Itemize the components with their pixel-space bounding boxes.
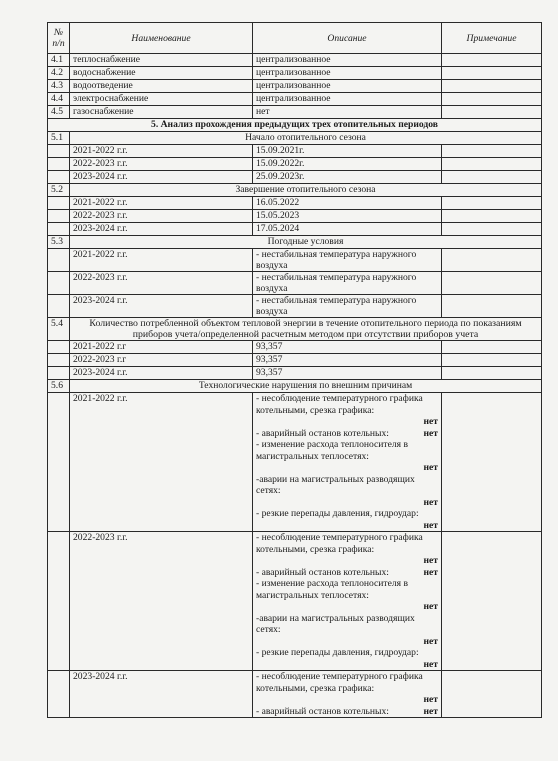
- row-name: электроснабжение: [70, 93, 253, 106]
- row-note: [442, 80, 542, 93]
- subsection-row: [48, 184, 542, 197]
- period-cell: 2021-2022 г.г.: [70, 249, 253, 272]
- violation-line: -аварии на магистральных разводящих сетях: нет: [256, 473, 438, 508]
- violation-line: - изменение расхода теплоносителя в магистральных теплосетях: нет: [256, 578, 438, 612]
- subsection-num: 5.4: [48, 318, 70, 341]
- table-row: [48, 67, 542, 80]
- subsection-num: 5.3: [48, 236, 70, 249]
- violations-cell: [253, 532, 442, 671]
- period-cell: 2023-2024 г.г.: [70, 295, 253, 318]
- table-row: [48, 106, 542, 119]
- row-note: [442, 106, 542, 119]
- value-cell: - нестабильная температура наружного воздуха: [253, 272, 442, 295]
- row-num: 4.1: [48, 54, 70, 67]
- table-row: [48, 80, 542, 93]
- subsection-title: Технологические нарушения по внешним причинам: [70, 380, 542, 393]
- header-name: Наименование: [70, 23, 253, 54]
- subsection-row: [48, 318, 542, 341]
- table-row: [48, 532, 542, 671]
- table-row: [48, 671, 542, 718]
- violations-cell: [253, 393, 442, 532]
- violation-line: - несоблюдение температурного графика котельными, срезка графика: нет: [256, 532, 438, 566]
- row-name: газоснабжение: [70, 106, 253, 119]
- header-num: № п/п: [48, 23, 70, 54]
- table-row: [48, 223, 542, 236]
- violation-line: - аварийный останов котельных: нет: [256, 427, 438, 439]
- subsection-num: 5.6: [48, 380, 70, 393]
- period-cell: 2022-2023 г.г: [70, 354, 253, 367]
- document-table: [47, 22, 542, 718]
- table-row: [48, 354, 542, 367]
- header-desc: Описание: [253, 23, 442, 54]
- violation-line: - несоблюдение температурного графика котельными, срезка графика: нет: [256, 393, 438, 427]
- period-cell: 2021-2022 г.г.: [70, 197, 253, 210]
- table-row: [48, 272, 542, 295]
- row-note: [442, 67, 542, 80]
- row-name: теплоснабжение: [70, 54, 253, 67]
- violation-line: - несоблюдение температурного графика котельными, срезка графика: нет: [256, 671, 438, 705]
- period-cell: 2023-2024 г.г.: [70, 671, 253, 718]
- row-note: [442, 54, 542, 67]
- period-cell: 2021-2022 г.г.: [70, 145, 253, 158]
- value-cell: - нестабильная температура наружного воздуха: [253, 249, 442, 272]
- table-header-row: [48, 23, 542, 54]
- subsection-title: Завершение отопительного сезона: [70, 184, 542, 197]
- subsection-num: 5.2: [48, 184, 70, 197]
- table-row: [48, 393, 542, 532]
- row-name: водоснабжение: [70, 67, 253, 80]
- value-cell: - нестабильная температура наружного воздуха: [253, 295, 442, 318]
- row-num: 4.4: [48, 93, 70, 106]
- row-name: водоотведение: [70, 80, 253, 93]
- table-row: [48, 158, 542, 171]
- period-cell: 2023-2024 г.г.: [70, 367, 253, 380]
- subsection-row: [48, 132, 542, 145]
- subsection-title: Начало отопительного сезона: [70, 132, 542, 145]
- row-desc: нет: [253, 106, 442, 119]
- violation-line: - резкие перепады давления, гидроудар: нет: [256, 647, 438, 670]
- period-cell: 2021-2022 г.г.: [70, 393, 253, 532]
- row-num: 4.3: [48, 80, 70, 93]
- value-cell: 93,357: [253, 341, 442, 354]
- table-row: [48, 367, 542, 380]
- value-cell: 93,357: [253, 354, 442, 367]
- row-desc: централизованное: [253, 54, 442, 67]
- violation-line: - резкие перепады давления, гидроудар: нет: [256, 508, 438, 531]
- period-cell: 2022-2023 г.г.: [70, 272, 253, 295]
- value-cell: 15.09.2021г.: [253, 145, 442, 158]
- period-cell: 2022-2023 г.г.: [70, 210, 253, 223]
- value-cell: 15.05.2023: [253, 210, 442, 223]
- row-desc: централизованное: [253, 93, 442, 106]
- period-cell: 2023-2024 г.г.: [70, 223, 253, 236]
- row-desc: централизованное: [253, 80, 442, 93]
- violation-line: - изменение расхода теплоносителя в магистральных теплосетях: нет: [256, 439, 438, 473]
- subsection-row: [48, 236, 542, 249]
- table-row: [48, 171, 542, 184]
- table-row: [48, 145, 542, 158]
- row-num: 4.5: [48, 106, 70, 119]
- row-num: 4.2: [48, 67, 70, 80]
- header-note: Примечание: [442, 23, 542, 54]
- subsection-num: 5.1: [48, 132, 70, 145]
- period-cell: 2021-2022 г.г: [70, 341, 253, 354]
- table-row: [48, 93, 542, 106]
- violation-line: - аварийный останов котельных: нет: [256, 566, 438, 578]
- violations-cell: [253, 671, 442, 718]
- table-row: [48, 249, 542, 272]
- period-cell: 2022-2023 г.г.: [70, 158, 253, 171]
- table-row: [48, 341, 542, 354]
- violation-line: - аварийный останов котельных: нет: [256, 705, 438, 717]
- value-cell: 17.05.2024: [253, 223, 442, 236]
- violation-line: -аварии на магистральных разводящих сетях: нет: [256, 612, 438, 647]
- table-row: [48, 197, 542, 210]
- row-desc: централизованное: [253, 67, 442, 80]
- row-note: [442, 93, 542, 106]
- table-row: [48, 54, 542, 67]
- subsection-row: [48, 380, 542, 393]
- subsection-title: Количество потребленной объектом тепловой энергии в течение отопительного периода по показаниям приборов учета/определенной расчетным методом при отсутствии приборов учета: [70, 318, 542, 341]
- subsection-title: Погодные условия: [70, 236, 542, 249]
- section5-title: 5. Анализ прохождения предыдущих трех отопительных периодов: [48, 119, 542, 132]
- period-cell: 2023-2024 г.г.: [70, 171, 253, 184]
- value-cell: 25.09.2023г.: [253, 171, 442, 184]
- value-cell: 16.05.2022: [253, 197, 442, 210]
- table-row: [48, 210, 542, 223]
- table-row: [48, 295, 542, 318]
- value-cell: 15.09.2022г.: [253, 158, 442, 171]
- section-title-row: [48, 119, 542, 132]
- value-cell: 93,357: [253, 367, 442, 380]
- period-cell: 2022-2023 г.г.: [70, 532, 253, 671]
